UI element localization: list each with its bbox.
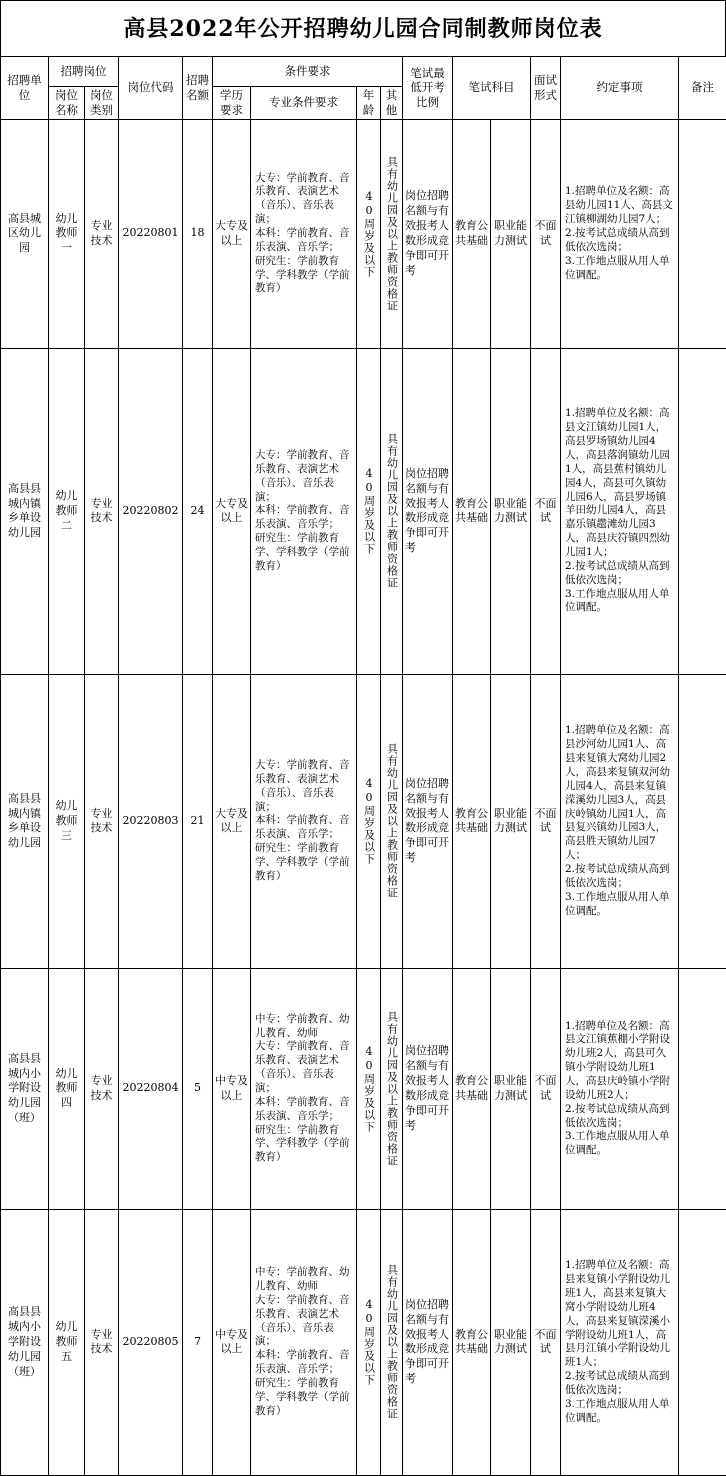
header-quota: 招聘名额 bbox=[183, 57, 213, 120]
cell-code: 20220802 bbox=[119, 348, 183, 674]
table-row bbox=[1, 968, 726, 1209]
cell-post-type: 专业技术 bbox=[85, 119, 119, 348]
other-text: 具有幼儿园及以上教师资格证 bbox=[385, 1264, 399, 1421]
cell-ratio: 岗位招聘名额与有效报考人数形成竞争即可开考 bbox=[403, 674, 453, 968]
header-post-group: 招聘岗位 bbox=[49, 57, 119, 87]
cell-notes: 1.招聘单位及名额：高县沙河幼儿园1人、高县来复镇大窝幼儿园2人，高县来复镇双河幼儿园4人，高县来复镇溁溪幼儿园3人，高县庆岭镇幼儿园1人，高县复兴镇幼儿园3人，高县胜天镇幼儿园7人； 2.按考试总成绩从高到低依次选岗； 3.工作地点服从用人单位调配。 bbox=[561, 674, 679, 968]
cell-post-name: 幼儿教师二 bbox=[49, 348, 85, 674]
cell-code: 20220805 bbox=[119, 1209, 183, 1475]
age-text: 40周岁及以下 bbox=[362, 777, 376, 866]
header-ratio: 笔试最低开考比例 bbox=[403, 57, 453, 120]
cell-exam-1: 教育公共基础 bbox=[453, 674, 491, 968]
cell-post-type: 专业技术 bbox=[85, 674, 119, 968]
cell-unit: 高县县城内镇乡单设幼儿园 bbox=[1, 348, 49, 674]
cell-exam-1: 教育公共基础 bbox=[453, 1209, 491, 1475]
page-title: 高县2022年公开招聘幼儿园合同制教师岗位表 bbox=[0, 0, 726, 56]
header-other: 其他 bbox=[381, 87, 403, 120]
table-row bbox=[1, 119, 726, 348]
cell-education: 大专及以上 bbox=[213, 348, 251, 674]
cell-post-type: 专业技术 bbox=[85, 1209, 119, 1475]
cell-interview: 不面试 bbox=[531, 348, 561, 674]
cell-post-name: 幼儿教师三 bbox=[49, 674, 85, 968]
header-education: 学历要求 bbox=[213, 87, 251, 120]
cell-age bbox=[357, 348, 381, 674]
header-major: 专业条件要求 bbox=[251, 87, 357, 120]
cell-quota: 7 bbox=[183, 1209, 213, 1475]
cell-education: 中专及以上 bbox=[213, 1209, 251, 1475]
header-post-type: 岗位类别 bbox=[85, 87, 119, 120]
cell-exam-2: 职业能力测试 bbox=[491, 968, 531, 1209]
other-text: 具有幼儿园及以上教师资格证 bbox=[385, 1010, 399, 1167]
table-row bbox=[1, 1209, 726, 1475]
age-text: 40周岁及以下 bbox=[362, 1298, 376, 1387]
cell-remark bbox=[679, 968, 726, 1209]
cell-major: 中专：学前教育、幼儿教育、幼师 大专：学前教育、音乐教育、表演艺术（音乐）、音乐表演； 本科：学前教育、音乐表演、音乐学； 研究生：学前教育学、学科教学（学前教育） bbox=[251, 1209, 357, 1475]
cell-ratio: 岗位招聘名额与有效报考人数形成竞争即可开考 bbox=[403, 1209, 453, 1475]
age-text: 40周岁及以下 bbox=[362, 189, 376, 278]
cell-other bbox=[381, 968, 403, 1209]
cell-quota: 24 bbox=[183, 348, 213, 674]
cell-quota: 18 bbox=[183, 119, 213, 348]
header-remark: 备注 bbox=[679, 57, 726, 120]
cell-notes: 1.招聘单位及名额：高县幼儿园11人、高县文江镇柳湖幼儿园7人； 2.按考试总成绩从高到低依次选岗； 3.工作地点服从用人单位调配。 bbox=[561, 119, 679, 348]
cell-interview: 不面试 bbox=[531, 119, 561, 348]
cell-notes: 1.招聘单位及名额：高县文江镇蕉棚小学附设幼儿班2人，高县可久镇小学附设幼儿班1人，高县庆岭镇小学附设幼儿班2人； 2.按考试总成绩从高到低依次选岗； 3.工作地点服从用人单位调配。 bbox=[561, 968, 679, 1209]
cell-post-type: 专业技术 bbox=[85, 968, 119, 1209]
cell-unit: 高县县城内镇乡单设幼儿园 bbox=[1, 674, 49, 968]
cell-post-name: 幼儿教师五 bbox=[49, 1209, 85, 1475]
cell-code: 20220801 bbox=[119, 119, 183, 348]
cell-unit: 高县城区幼儿园 bbox=[1, 119, 49, 348]
cell-code: 20220803 bbox=[119, 674, 183, 968]
header-exam: 笔试科目 bbox=[453, 57, 531, 120]
table-body bbox=[1, 119, 726, 1475]
cell-notes: 1.招聘单位及名额：高县来复镇小学附设幼儿班1人，高县来复镇大窝小学附设幼儿班4人，高县来复镇溁溪小学附设幼儿班1人，高县月江镇小学附设幼儿班1人； 2.按考试总成绩从高到低依次选岗； 3.工作地点服从用人单位调配。 bbox=[561, 1209, 679, 1475]
cell-age bbox=[357, 119, 381, 348]
header-conditions: 条件要求 bbox=[213, 57, 403, 87]
cell-interview: 不面试 bbox=[531, 674, 561, 968]
header-code: 岗位代码 bbox=[119, 57, 183, 120]
cell-education: 中专及以上 bbox=[213, 968, 251, 1209]
cell-other bbox=[381, 348, 403, 674]
cell-post-name: 幼儿教师一 bbox=[49, 119, 85, 348]
header-notes: 约定事项 bbox=[561, 57, 679, 120]
cell-education: 大专及以上 bbox=[213, 674, 251, 968]
cell-remark bbox=[679, 1209, 726, 1475]
cell-exam-2: 职业能力测试 bbox=[491, 674, 531, 968]
cell-exam-1: 教育公共基础 bbox=[453, 348, 491, 674]
cell-exam-2: 职业能力测试 bbox=[491, 348, 531, 674]
cell-notes: 1.招聘单位及名额：高县文江镇幼儿园1人，高县罗场镇幼儿园4人，高县落润镇幼儿园1人，高县蕉村镇幼儿园4人，高县可久镇幼儿园6人，高县罗场镇羊田幼儿园4人，高县嘉乐镇趱滩幼儿园3人，高县庆符镇四烈幼儿园1人； 2.按考试总成绩从高到低依次选岗； 3.工作地点服从用人单位调配。 bbox=[561, 348, 679, 674]
table-row bbox=[1, 674, 726, 968]
cell-unit: 高县县城内小学附设幼儿园（班） bbox=[1, 968, 49, 1209]
cell-code: 20220804 bbox=[119, 968, 183, 1209]
cell-unit: 高县县城内小学附设幼儿园（班） bbox=[1, 1209, 49, 1475]
cell-education: 大专及以上 bbox=[213, 119, 251, 348]
cell-interview: 不面试 bbox=[531, 968, 561, 1209]
cell-exam-1: 教育公共基础 bbox=[453, 968, 491, 1209]
cell-age bbox=[357, 1209, 381, 1475]
other-text: 具有幼儿园及以上教师资格证 bbox=[385, 743, 399, 900]
header-interview: 面试形式 bbox=[531, 57, 561, 120]
cell-exam-2: 职业能力测试 bbox=[491, 1209, 531, 1475]
cell-age bbox=[357, 968, 381, 1209]
cell-other bbox=[381, 1209, 403, 1475]
cell-post-name: 幼儿教师四 bbox=[49, 968, 85, 1209]
cell-exam-1: 教育公共基础 bbox=[453, 119, 491, 348]
cell-quota: 21 bbox=[183, 674, 213, 968]
header-unit: 招聘单位 bbox=[1, 57, 49, 120]
cell-major: 大专：学前教育、音乐教育、表演艺术（音乐）、音乐表演； 本科：学前教育、音乐表演、音乐学； 研究生：学前教育学、学科教学（学前教育） bbox=[251, 674, 357, 968]
cell-quota: 5 bbox=[183, 968, 213, 1209]
cell-other bbox=[381, 674, 403, 968]
cell-other bbox=[381, 119, 403, 348]
age-text: 40周岁及以下 bbox=[362, 467, 376, 556]
cell-ratio: 岗位招聘名额与有效报考人数形成竞争即可开考 bbox=[403, 968, 453, 1209]
cell-age bbox=[357, 674, 381, 968]
cell-ratio: 岗位招聘名额与有效报考人数形成竞争即可开考 bbox=[403, 348, 453, 674]
job-position-table bbox=[0, 56, 726, 1476]
cell-major: 大专：学前教育、音乐教育、表演艺术（音乐）、音乐表演； 本科：学前教育、音乐表演、音乐学； 研究生：学前教育学、学科教学（学前教育） bbox=[251, 348, 357, 674]
cell-major: 中专：学前教育、幼儿教育、幼师 大专：学前教育、音乐教育、表演艺术（音乐）、音乐表演； 本科：学前教育、音乐表演、音乐学； 研究生：学前教育学、学科教学（学前教育） bbox=[251, 968, 357, 1209]
other-text: 具有幼儿园及以上教师资格证 bbox=[385, 155, 399, 312]
cell-post-type: 专业技术 bbox=[85, 348, 119, 674]
cell-ratio: 岗位招聘名额与有效报考人数形成竞争即可开考 bbox=[403, 119, 453, 348]
age-text: 40周岁及以下 bbox=[362, 1044, 376, 1133]
cell-remark bbox=[679, 119, 726, 348]
other-text: 具有幼儿园及以上教师资格证 bbox=[385, 433, 399, 590]
cell-major: 大专：学前教育、音乐教育、表演艺术（音乐）、音乐表演； 本科：学前教育、音乐表演、音乐学； 研究生：学前教育学、学科教学（学前教育） bbox=[251, 119, 357, 348]
cell-remark bbox=[679, 674, 726, 968]
cell-interview: 不面试 bbox=[531, 1209, 561, 1475]
cell-exam-2: 职业能力测试 bbox=[491, 119, 531, 348]
header-age: 年龄 bbox=[357, 87, 381, 120]
header-post-name: 岗位名称 bbox=[49, 87, 85, 120]
table-row bbox=[1, 348, 726, 674]
cell-remark bbox=[679, 348, 726, 674]
